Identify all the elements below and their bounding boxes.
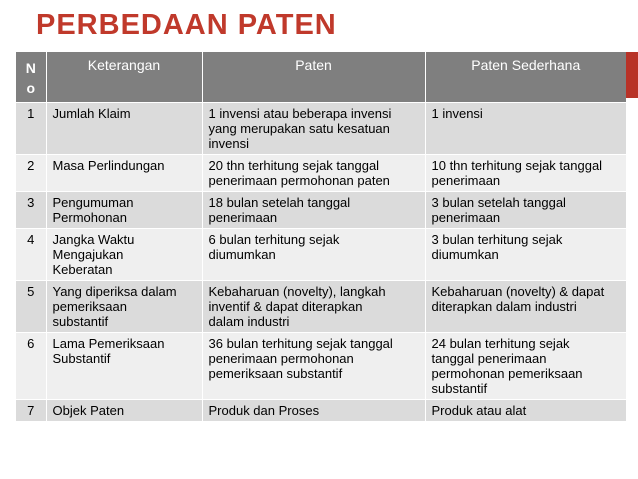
cell-paten-sederhana: 3 bulan terhitung sejak diumumkan [425,229,626,281]
cell-keterangan: Objek Paten [46,400,202,422]
cell-paten: 6 bulan terhitung sejak diumumkan [202,229,425,281]
comparison-table [16,52,626,421]
table-body [16,103,626,422]
header-no [16,52,46,103]
cell-keterangan: Jangka Waktu Mengajukan Keberatan [46,229,202,281]
cell-no: 1 [16,103,46,155]
table-row [16,333,626,400]
table-row [16,192,626,229]
cell-paten-sederhana: 3 bulan setelah tanggal penerimaan [425,192,626,229]
cell-paten-sederhana: 10 thn terhitung sejak tanggal penerimaan [425,155,626,192]
cell-no: 5 [16,281,46,333]
cell-paten: 1 invensi atau beberapa invensi yang merupakan satu kesatuan invensi [202,103,425,155]
cell-paten: Produk dan Proses [202,400,425,422]
header-no-n: N o [25,60,36,96]
cell-paten-sederhana: 24 bulan terhitung sejak tanggal penerimaan permohonan pemeriksaan substantif [425,333,626,400]
cell-no: 6 [16,333,46,400]
cell-paten: 18 bulan setelah tanggal penerimaan [202,192,425,229]
header-keterangan: Keterangan [46,52,202,103]
header-paten-sederhana: Paten Sederhana [425,52,626,103]
header-paten: Paten [202,52,425,103]
cell-paten: 36 bulan terhitung sejak tanggal penerimaan permohonan pemeriksaan substantif [202,333,425,400]
table-header-row [16,52,626,103]
page-title: PERBEDAAN PATEN [36,9,337,41]
cell-no: 7 [16,400,46,422]
cell-paten: 20 thn terhitung sejak tanggal penerimaan permohonan paten [202,155,425,192]
cell-keterangan: Jumlah Klaim [46,103,202,155]
cell-no: 3 [16,192,46,229]
cell-paten-sederhana: Kebaharuan (novelty) & dapat diterapkan dalam industri [425,281,626,333]
cell-paten-sederhana: 1 invensi [425,103,626,155]
cell-keterangan: Pengumuman Permohonan [46,192,202,229]
cell-keterangan: Masa Perlindungan [46,155,202,192]
table-row [16,400,626,422]
cell-no: 4 [16,229,46,281]
cell-keterangan: Lama Pemeriksaan Substantif [46,333,202,400]
cell-paten-sederhana: Produk atau alat [425,400,626,422]
table-row [16,281,626,333]
table-row [16,155,626,192]
accent-bar [626,52,638,98]
cell-keterangan: Yang diperiksa dalam pemeriksaan substantif [46,281,202,333]
cell-no: 2 [16,155,46,192]
table-row [16,229,626,281]
table-row [16,103,626,155]
cell-paten: Kebaharuan (novelty), langkah inventif & dapat diterapkan dalam industri [202,281,425,333]
